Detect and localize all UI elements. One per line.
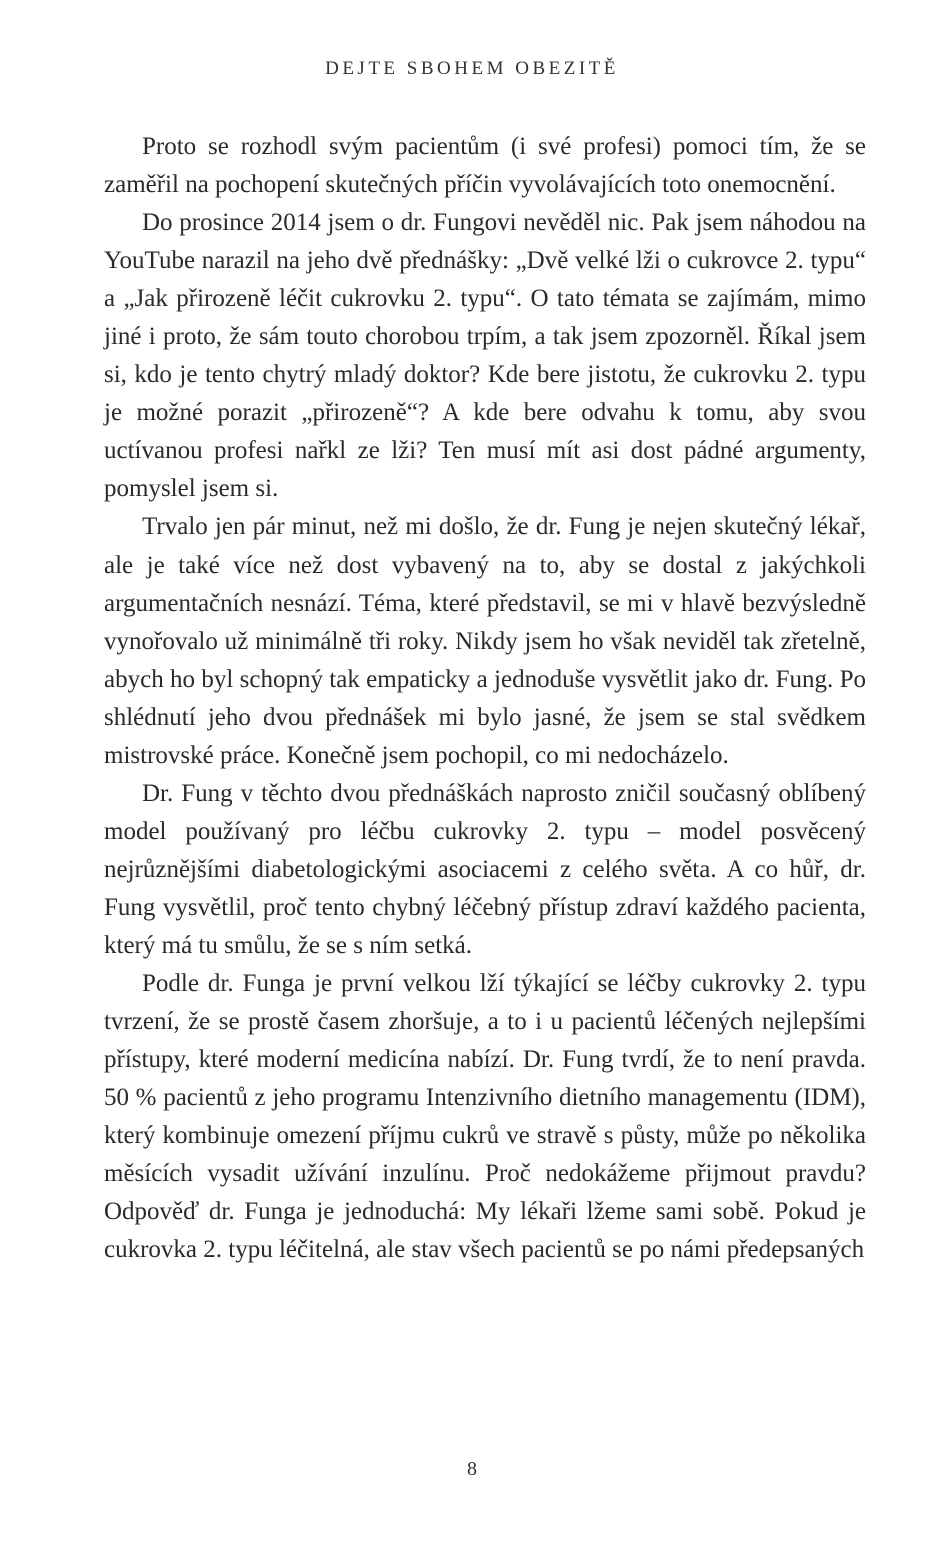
- page-number: 8: [467, 1458, 477, 1480]
- body-text: [104, 128, 866, 1269]
- paragraph-4: Dr. Fung v těchto dvou přednáškách naprosto zničil současný oblíbený model používaný pro léčbu cukrovky 2. typu – model posvěcený nejrůznějšími diabetologickými asociacemi z celého světa. A co hůř, dr. Fung vysvětlil, proč tento chybný léčebný přístup zdraví každého pacienta, který má tu smůlu, že se s ním setká.: [104, 779, 866, 959]
- paragraph-3: Trvalo jen pár minut, než mi došlo, že dr. Fung je nejen skutečný lékař, ale je také více než dost vybavený na to, aby se dostal z jakýchkoli argumentačních nesnází. Téma, které představil, se mi v hlavě bezvýsledně vynořovalo už minimálně tři roky. Nikdy jsem ho však neviděl tak zřetelně, abych ho byl schopný tak empaticky a jednoduše vysvětlit jako dr. Fung. Po shlédnutí jeho dvou přednášek mi bylo jasné, že jsem se stal svědkem mistrovské práce. Konečně jsem pochopil, co mi nedocházelo.: [104, 513, 866, 769]
- paragraph-5: Podle dr. Funga je první velkou lží týkající se léčby cukrovky 2. typu tvrzení, že se prostě časem zhoršuje, a to i u pacientů léčených nejlepšími přístupy, které moderní medicína nabízí. Dr. Fung tvrdí, že to není pravda. 50 % pacientů z jeho programu Intenzivního dietního managementu (IDM), který kombinuje omezení příjmu cukrů ve stravě s půsty, může po několika měsících vysadit užívání inzulínu. Proč nedokážeme přijmout pravdu? Odpověď dr. Funga je jednoduchá: My lékaři lžeme sami sobě. Pokud je cukrovka 2. typu léčitelná, ale stav všech pacientů se po námi předepsaných: [104, 970, 866, 1264]
- running-head: DEJTE SBOHEM OBEZITĚ: [325, 58, 619, 79]
- paragraph-2: Do prosince 2014 jsem o dr. Fungovi nevěděl nic. Pak jsem náhodou na YouTube narazil na jeho dvě přednášky: „Dvě velké lži o cukrovce 2. typu“ a „Jak přirozeně léčit cukrovku 2. typu“. O tato témata se zajímám, mimo jiné i proto, že sám touto chorobou trpím, a tak jsem zpozorněl. Říkal jsem si, kdo je tento chytrý mladý doktor? Kde bere jistotu, že cukrovku 2. typu je možné porazit „přirozeně“? A kde bere odvahu k tomu, aby svou uctívanou profesi nařkl ze lži? Ten musí mít asi dost pádné argumenty, pomyslel jsem si.: [104, 209, 866, 503]
- paragraph-1: Proto se rozhodl svým pacientům (i své profesi) pomoci tím, že se zaměřil na pochopení skutečných příčin vyvolávajících toto onemocnění.: [104, 133, 866, 199]
